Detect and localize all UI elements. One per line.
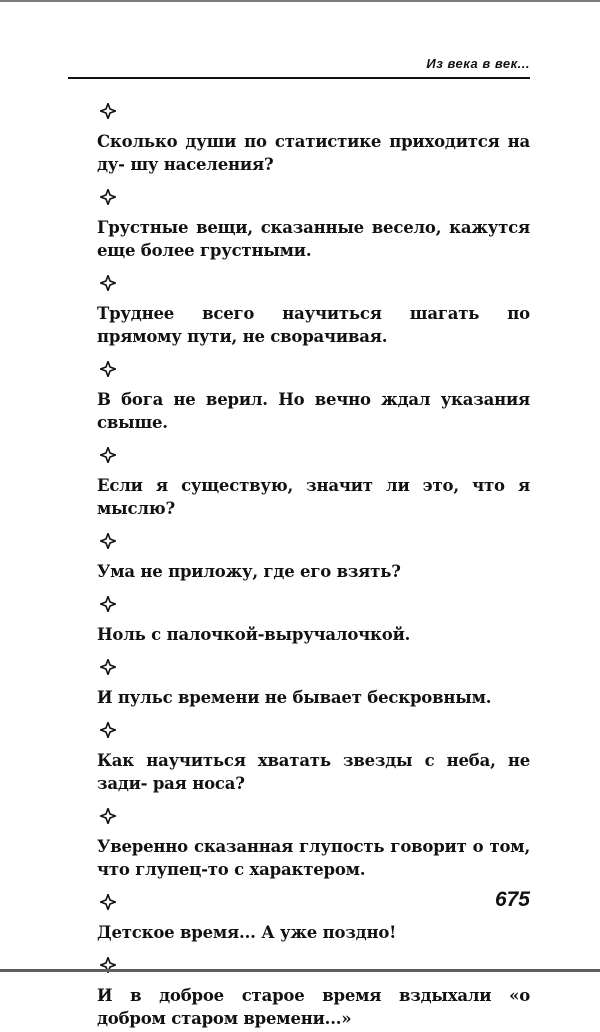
four-point-star-icon	[100, 808, 116, 824]
aphorism-text: Как научиться хватать звезды с неба, не зади- рая носа?	[97, 751, 530, 793]
aphorism-text: Труднее всего научиться шагать по прямому пути, не сворачивая.	[97, 304, 530, 346]
page-top-border	[0, 0, 600, 2]
aphorism-text: Ноль с палочкой-выручалочкой.	[97, 625, 411, 644]
separator-star	[97, 92, 530, 130]
aphorism-text: Грустные вещи, сказанные весело, кажутся еще более грустными.	[97, 218, 530, 260]
separator-star	[97, 946, 530, 984]
separator-star	[97, 711, 530, 749]
four-point-star-icon	[100, 596, 116, 612]
aphorism-text: В бога не верил. Но вечно ждал указания свыше.	[97, 390, 530, 432]
four-point-star-icon	[100, 894, 116, 910]
separator-star	[97, 648, 530, 686]
aphorism-list	[97, 92, 530, 1032]
header-rule	[68, 77, 530, 79]
four-point-star-icon	[100, 722, 116, 738]
four-point-star-icon	[100, 103, 116, 119]
separator-star	[97, 522, 530, 560]
four-point-star-icon	[100, 189, 116, 205]
four-point-star-icon	[100, 275, 116, 291]
four-point-star-icon	[100, 659, 116, 675]
separator-star	[97, 264, 530, 302]
aphorism-text: Ума не приложу, где его взять?	[97, 562, 401, 581]
four-point-star-icon	[100, 361, 116, 377]
four-point-star-icon	[100, 447, 116, 463]
separator-star	[97, 797, 530, 835]
aphorism-text: Детское время... А уже поздно!	[97, 923, 397, 942]
four-point-star-icon	[100, 533, 116, 549]
aphorism-text: Уверенно сказанная глупость говорит о том, что глупец-то с характером.	[97, 837, 530, 879]
running-head: Из века в век...	[426, 56, 530, 71]
aphorism-text: И пульс времени не бывает бескровным.	[97, 688, 492, 707]
separator-star	[97, 883, 530, 921]
page-number: 675	[494, 888, 530, 911]
separator-star	[97, 436, 530, 474]
aphorism-text: Если я существую, значит ли это, что я мыслю?	[97, 476, 530, 518]
separator-star	[97, 350, 530, 388]
aphorism-text: И в доброе старое время вздыхали «о добром старом времени...»	[97, 986, 530, 1028]
separator-star	[97, 178, 530, 216]
separator-star	[97, 585, 530, 623]
aphorism-text: Сколько души по статистике приходится на ду- шу населения?	[97, 132, 530, 174]
